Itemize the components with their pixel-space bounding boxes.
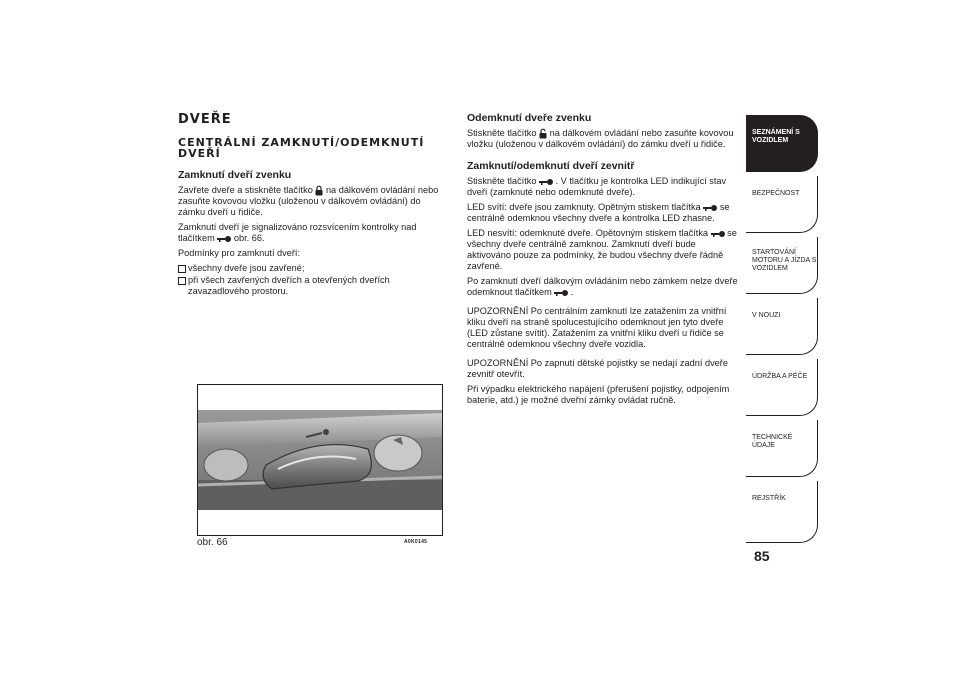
key-icon xyxy=(554,289,568,297)
paragraph-remote-lock: Po zamknutí dveří dálkovým ovládáním nebo zámkem nelze dveře odemknout tlačítkem . xyxy=(467,276,738,298)
figure-code: A0K0145 xyxy=(404,539,428,545)
paragraph-inside-button: Stiskněte tlačítko . V tlačítku je kontrolka LED indikující stav dveří (zamknuté nebo odemknuté dveře). xyxy=(467,176,727,198)
tab-bezpecnost[interactable]: BEZPEČNOST xyxy=(746,176,818,233)
door-panel-illustration xyxy=(198,385,442,535)
conditions-list xyxy=(178,263,448,297)
warning-central-lock: UPOZORNĚNÍ Po centrálním zamknutí lze zatažením za vnitřní kliku dveří na straně spolucestujícího odemknout jen tyto dveře (LED zůstane svítit). Zatažením za vnitřní kliku dveří u řidiče se centrálně odemknou všechny dveře vozidla. xyxy=(467,306,727,350)
heading-lock-outside: Zamknutí dveří zvenku xyxy=(178,169,292,181)
paragraph-unlock-outside: Stiskněte tlačítko na dálkovém ovládání nebo zasuňte kovovou vložku (uloženou v dálkovém ovládání) do zámku dveří u řidiče. xyxy=(467,128,734,150)
key-icon xyxy=(703,204,717,212)
warning-child-lock: UPOZORNĚNÍ Po zapnutí dětské pojistky se nedají zadní dveře zevnitř otevřít. xyxy=(467,358,728,380)
tab-technicke-udaje[interactable]: TECHNICKÉ ÚDAJE xyxy=(746,420,818,477)
page-number: 85 xyxy=(754,548,770,564)
unlock-icon xyxy=(539,128,547,139)
paragraph-conditions: Podmínky pro zamknutí dveří: xyxy=(178,248,301,259)
tab-v-nouzi[interactable]: V NOUZI xyxy=(746,298,818,355)
chapter-sidebar xyxy=(746,115,818,545)
section-title: CENTRÁLNÍ ZAMKNUTÍ/ODEMKNUTÍ DVEŘÍ xyxy=(178,136,425,160)
paragraph-led-off: LED nesvítí: odemknuté dveře. Opětovným stiskem tlačítka se všechny dveře centrálně zamknou. Zamknutí dveří bude aktivováno pouze za podmínky, že budou všechny dveře řádně zavřené. xyxy=(467,228,737,272)
checkbox-bullet-icon xyxy=(178,265,186,273)
paragraph-led-on: LED svítí: dveře jsou zamknuty. Opětným stiskem tlačítka se centrálně odemknou všechny dveře a kontrolka LED zhasne. xyxy=(467,202,730,224)
lock-icon xyxy=(315,185,323,196)
key-icon xyxy=(217,235,231,243)
page-title: DVEŘE xyxy=(178,112,232,127)
right-column xyxy=(467,112,739,410)
tab-seznameni-s-vozidlem[interactable]: SEZNÁMENÍ S VOZIDLEM xyxy=(746,115,818,172)
heading-unlock-outside: Odemknutí dveře zvenku xyxy=(467,112,592,124)
heading-lock-inside: Zamknutí/odemknutí dveří zevnitř xyxy=(467,160,635,173)
tab-udrzba-a-pece[interactable]: ÚDRŽBA A PÉČE xyxy=(746,359,818,416)
checkbox-bullet-icon xyxy=(178,277,186,285)
left-column xyxy=(178,112,448,298)
paragraph-power-failure: Při výpadku elektrického napájení (přerušení pojistky, odpojením baterie, atd.) je možné dveřní zámky ovládat ručně. xyxy=(467,384,730,406)
list-item: všechny dveře jsou zavřené; xyxy=(178,263,448,274)
key-icon xyxy=(711,230,725,238)
tab-rejstrik[interactable]: REJSTŘÍK xyxy=(746,481,818,543)
key-icon xyxy=(539,178,553,186)
paragraph-lock-outside: Zavřete dveře a stiskněte tlačítko na dálkovém ovládání nebo zasuňte kovovou vložku (uloženou v dálkovém ovládání) do zámku dveří u řidiče. xyxy=(178,185,439,218)
door-lock-button-figure xyxy=(197,384,443,536)
tab-startovani[interactable]: STARTOVÁNÍ MOTORU A JÍZDA S VOZIDLEM xyxy=(746,237,818,294)
figure-caption: obr. 66 xyxy=(197,537,228,548)
list-item: při všech zavřených dveřích a otevřených dveřích zavazadlového prostoru. xyxy=(178,275,448,297)
paragraph-lock-signal: Zamknutí dveří je signalizováno rozsvícením kontrolky nad tlačítkem obr. 66. xyxy=(178,222,417,244)
